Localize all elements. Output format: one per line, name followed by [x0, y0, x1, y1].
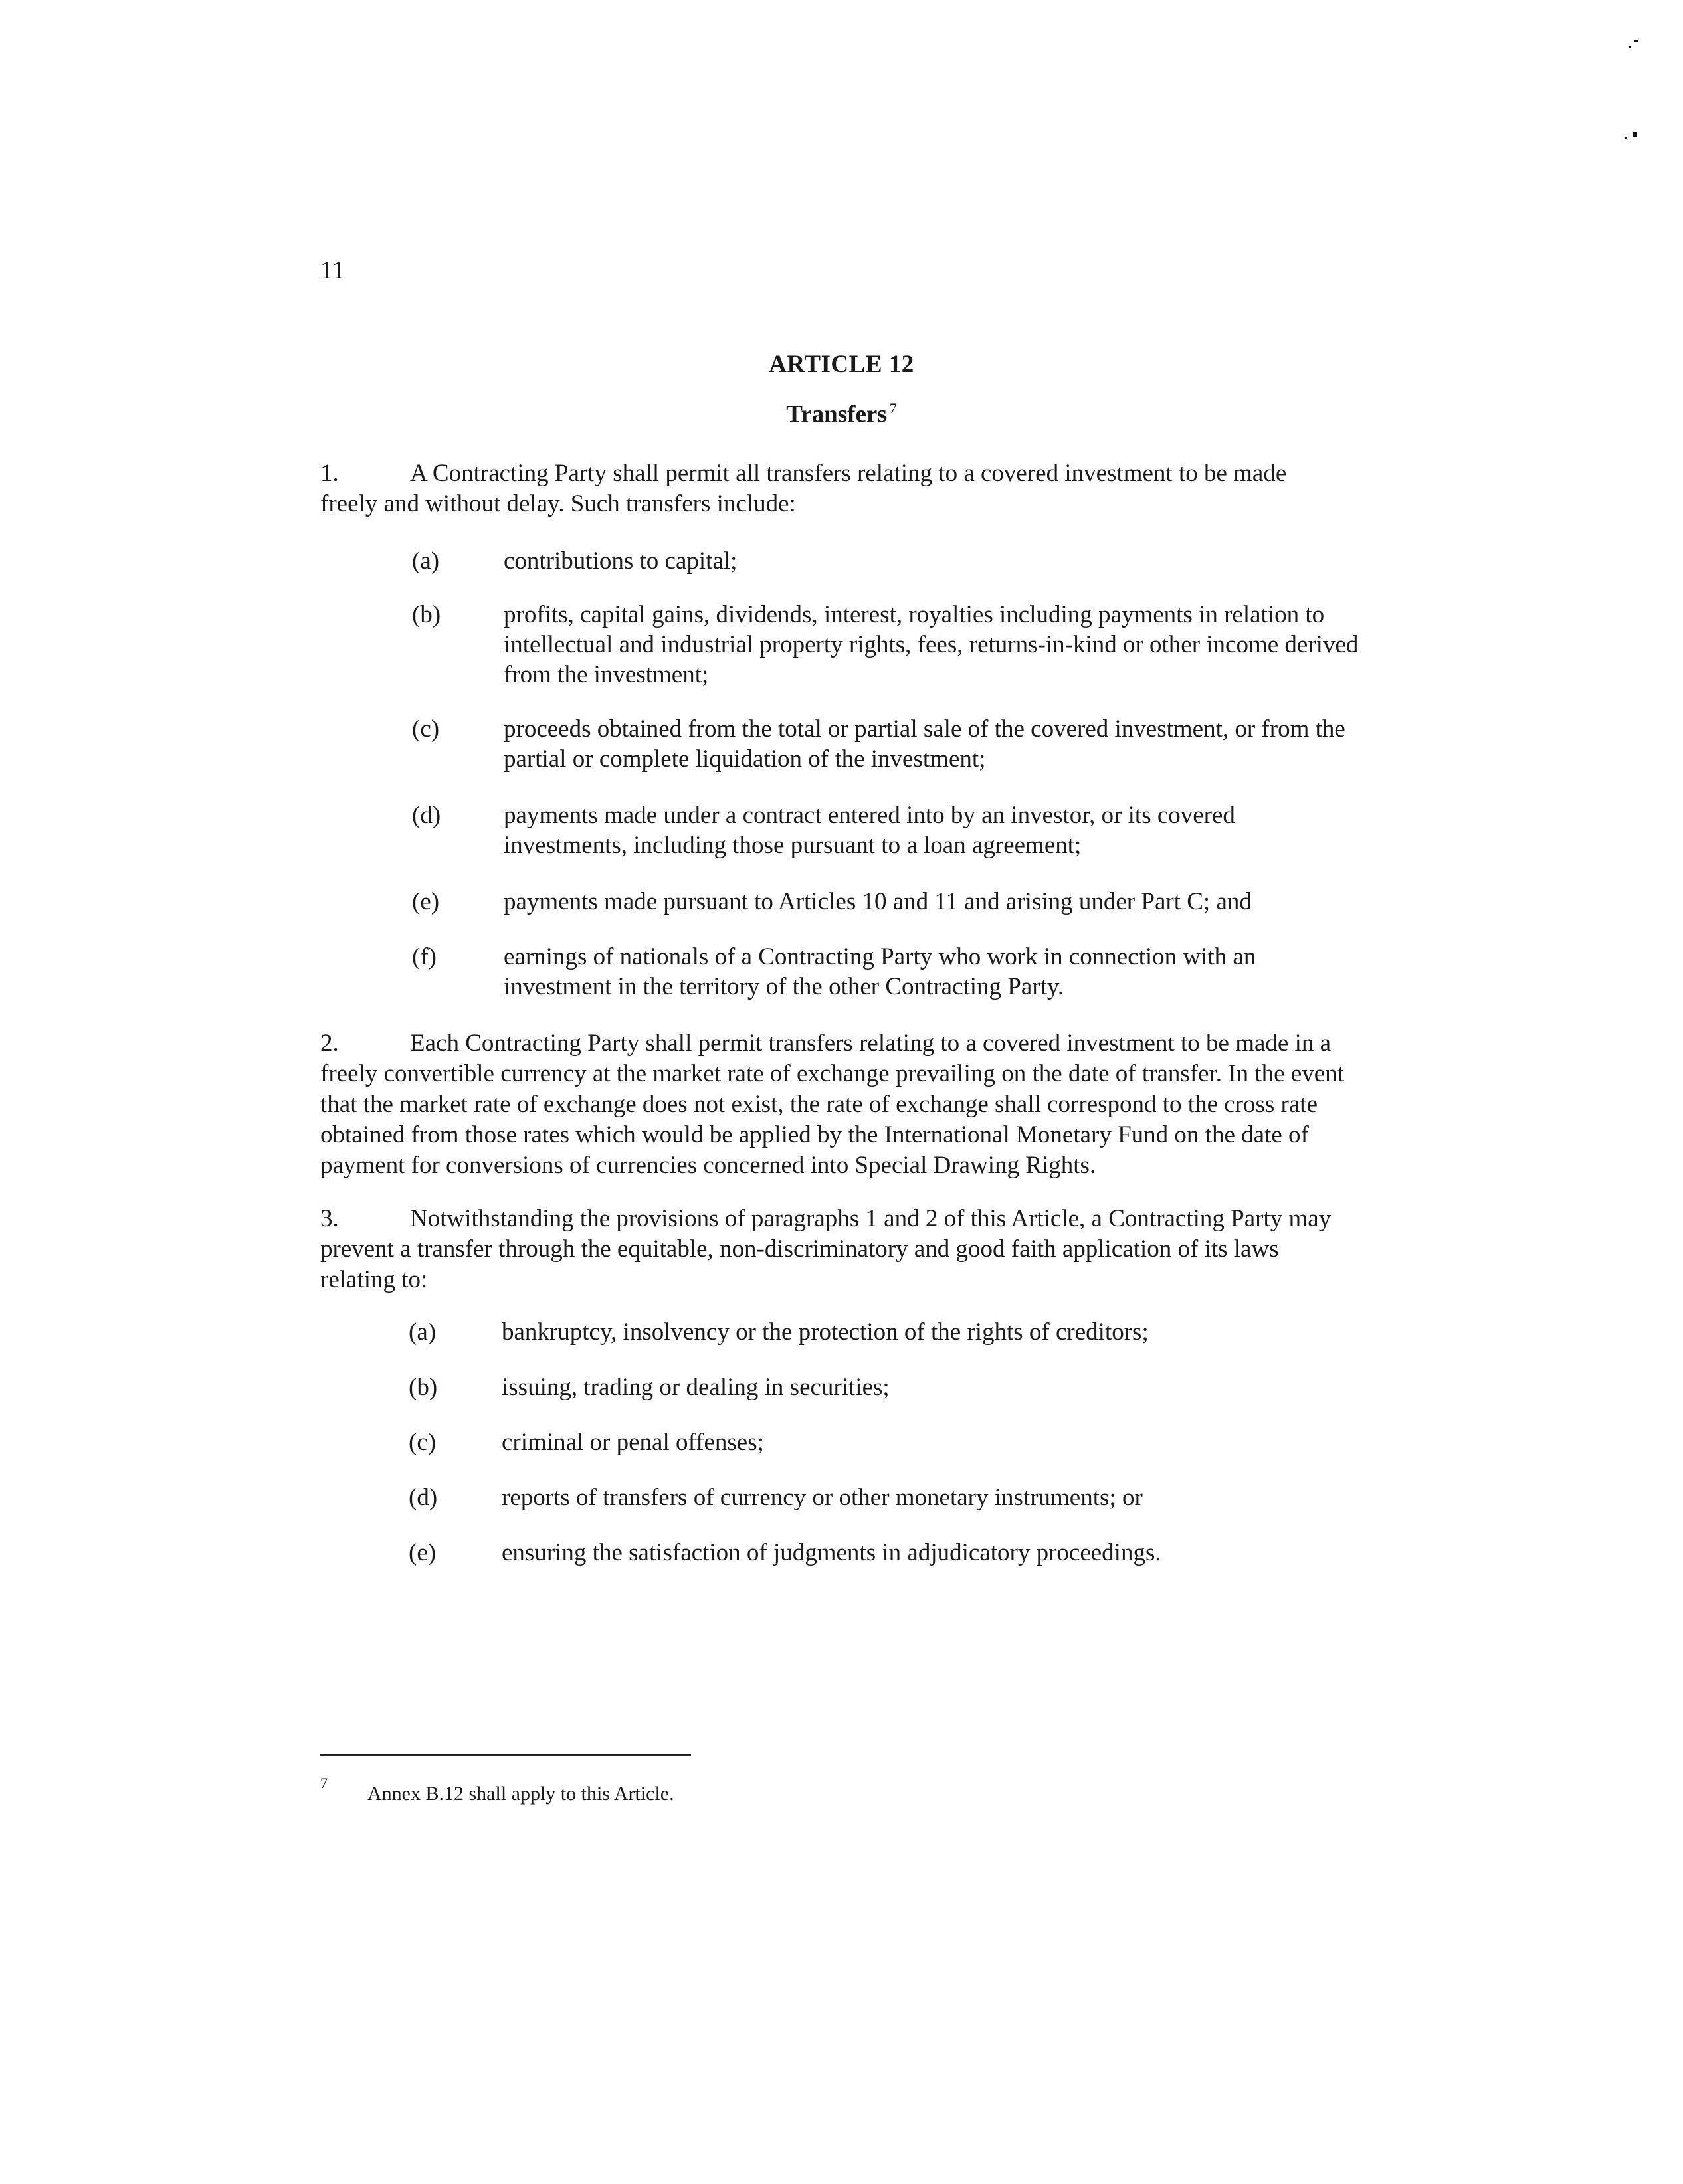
list-item-label: (d)	[412, 802, 441, 829]
list-item-label: (a)	[412, 547, 440, 575]
list-item-text: profits, capital gains, dividends, interest, royalties including payments in relation to intellectual and industrial property rights, fees, returns-in-kind or other income derived from the investment;	[504, 601, 1359, 688]
paragraph-number: 2.	[320, 1030, 339, 1057]
article-heading: ARTICLE 12	[769, 351, 914, 378]
paragraph-2	[320, 1028, 1347, 1181]
scan-speck	[1634, 40, 1638, 42]
footnote-text: Annex B.12 shall apply to this Article.	[367, 1783, 674, 1805]
article-subheading	[0, 400, 1683, 428]
footnote-marker: 7	[320, 1775, 328, 1791]
list-item-text: contributions to capital;	[504, 547, 738, 575]
list-item-label: (b)	[409, 1374, 438, 1401]
list-item-text: issuing, trading or dealing in securities;	[502, 1374, 890, 1401]
scan-speck	[1633, 132, 1637, 137]
list-item-label: (f)	[412, 943, 437, 970]
paragraph-1	[320, 458, 1347, 519]
list-item-label: (d)	[409, 1484, 438, 1511]
scan-speck	[1625, 137, 1627, 139]
footnote-reference: 7	[889, 400, 897, 416]
list-item-text: payments made pursuant to Articles 10 and 11 and arising under Part C; and	[504, 888, 1252, 915]
paragraph-text: Each Contracting Party shall permit transfers relating to a covered investment to be made in a freely convertible currency at the market rate of exchange prevailing on the date of transfer. In the event that the market rate of exchange does not exist, the rate of exchange shall correspond to the cross rate obtained from those rates which would be applied by the International Monetary Fund on the date of payment for conversions of currencies concerned into Special Drawing Rights.	[320, 1030, 1344, 1179]
paragraph-number: 3.	[320, 1205, 339, 1232]
paragraph-number: 1.	[320, 460, 339, 487]
list-item-text: proceeds obtained from the total or partial sale of the covered investment, or from the partial or complete liquidation of the investment;	[504, 715, 1345, 773]
list-item-label: (e)	[409, 1539, 437, 1566]
list-item-text: payments made under a contract entered into by an investor, or its covered investments, including those pursuant to a loan agreement;	[504, 802, 1235, 859]
list-item-text: bankruptcy, insolvency or the protection of the rights of creditors;	[502, 1319, 1149, 1346]
article-subheading-text: Transfers	[786, 401, 887, 428]
list-item-text: ensuring the satisfaction of judgments in adjudicatory proceedings.	[502, 1539, 1161, 1566]
paragraph-text: Notwithstanding the provisions of paragraphs 1 and 2 of this Article, a Contracting Party may prevent a transfer through the equitable, non-discriminatory and good faith application of its laws relating to:	[320, 1205, 1332, 1293]
list-item-label: (c)	[409, 1429, 437, 1456]
list-item-text: criminal or penal offenses;	[502, 1429, 764, 1456]
paragraph-3	[320, 1204, 1347, 1295]
list-item-label: (c)	[412, 715, 440, 743]
paragraph-text: A Contracting Party shall permit all transfers relating to a covered investment to be made freely and without delay. Such transfers include:	[320, 460, 1287, 517]
scan-speck	[1629, 46, 1631, 48]
list-item-label: (e)	[412, 888, 440, 915]
list-item-text: earnings of nationals of a Contracting Party who work in connection with an investment in the territory of the other Contracting Party.	[504, 943, 1256, 1000]
list-item-label: (a)	[409, 1319, 437, 1346]
list-item-text: reports of transfers of currency or other monetary instruments; or	[502, 1484, 1143, 1511]
footnote-divider	[320, 1754, 691, 1756]
list-item-label: (b)	[412, 601, 441, 628]
page-number: 11	[320, 256, 345, 284]
